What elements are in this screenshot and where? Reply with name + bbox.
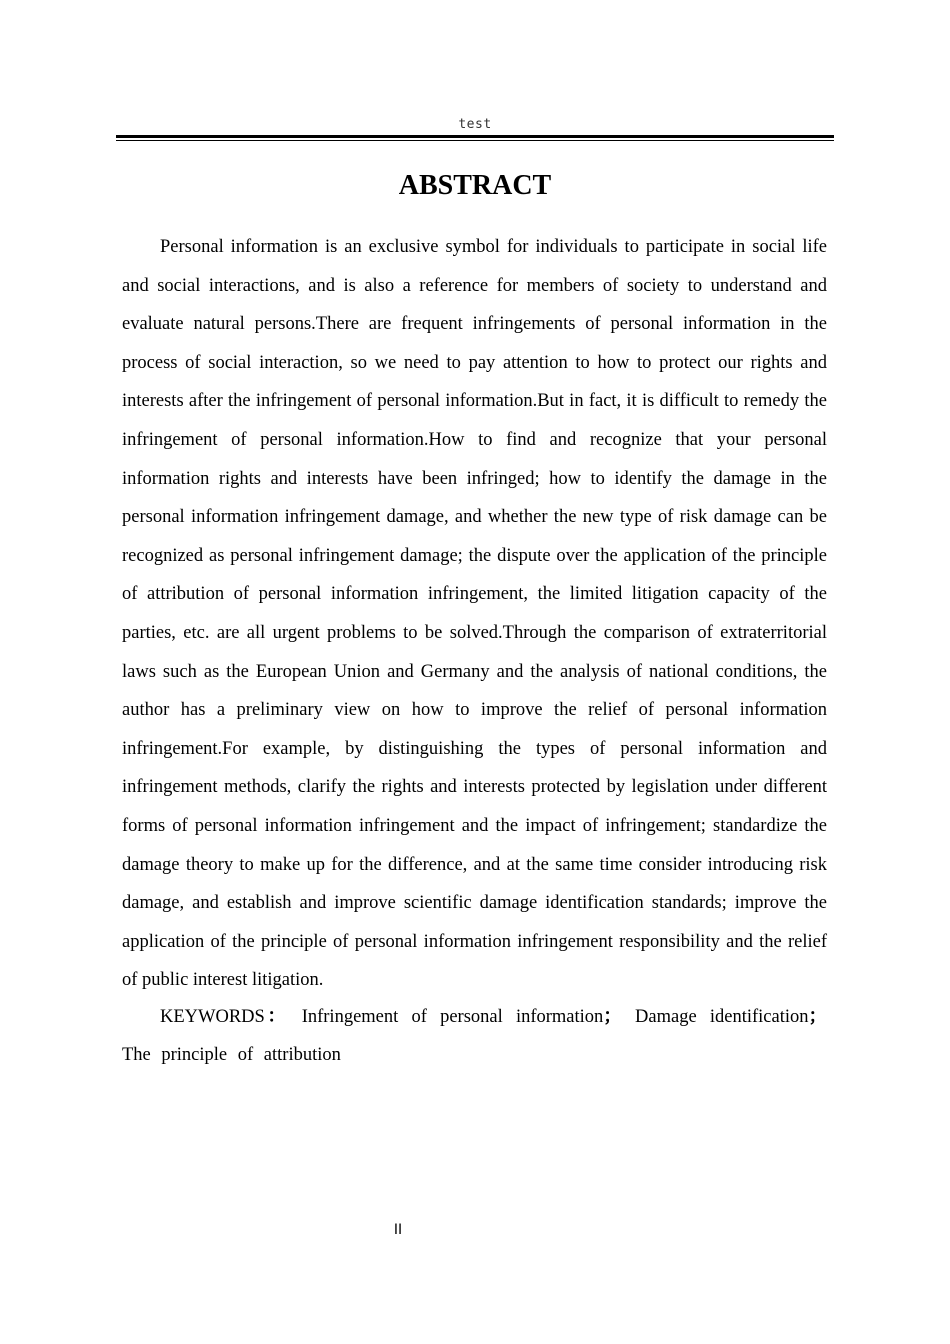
abstract-body: Personal information is an exclusive symbol for individuals to participate in social life and social interactions, and is also a reference for members of society to understand and evaluate natural persons.There are frequent infringements of personal information in the process of social interaction, so we need to pay attention to how to protect our rights and interests after the infringement of personal information.But in fact, it is difficult to remedy the infringement of personal information.How to find and recognize that your personal information rights and interests have been infringed; how to identify the damage in the personal information infringement damage, and whether the new type of risk damage can be recognized as personal infringement damage; the dispute over the application of the principle of attribution of personal information infringement, the limited litigation capacity of the parties, etc. are all urgent problems to be solved.Through the comparison of extraterritorial laws such as the European Union and Germany and the analysis of national conditions, the author has a preliminary view on how to improve the relief of personal information infringement.For example, by distinguishing the types of personal information and infringement methods, clarify the rights and interests protected by legislation under different forms of personal information infringement and the impact of infringement; standardize the damage theory to make up for the difference, and at the same time consider introducing risk damage, and establish and improve scientific damage identification standards; improve the application of the principle of personal information infringement responsibility and the relief of public interest litigation. <box>122 237 827 991</box>
keywords-label-separator: ： <box>264 1007 289 1027</box>
header-rule-thick <box>116 135 834 138</box>
header-rule-thin <box>116 140 834 141</box>
abstract-title: ABSTRACT <box>398 170 552 201</box>
keywords-label: KEYWORDS <box>160 1007 265 1027</box>
running-header: test <box>458 117 492 132</box>
keyword-separator: ； <box>808 1007 827 1027</box>
keyword-item: The principle of attribution <box>122 1045 341 1065</box>
keyword-item: Damage identification <box>635 1007 809 1027</box>
page-number: II <box>393 1222 403 1238</box>
keywords-line <box>122 998 827 1074</box>
keyword-item: Infringement of personal information <box>301 1007 604 1027</box>
keyword-separator: ； <box>603 1007 622 1027</box>
